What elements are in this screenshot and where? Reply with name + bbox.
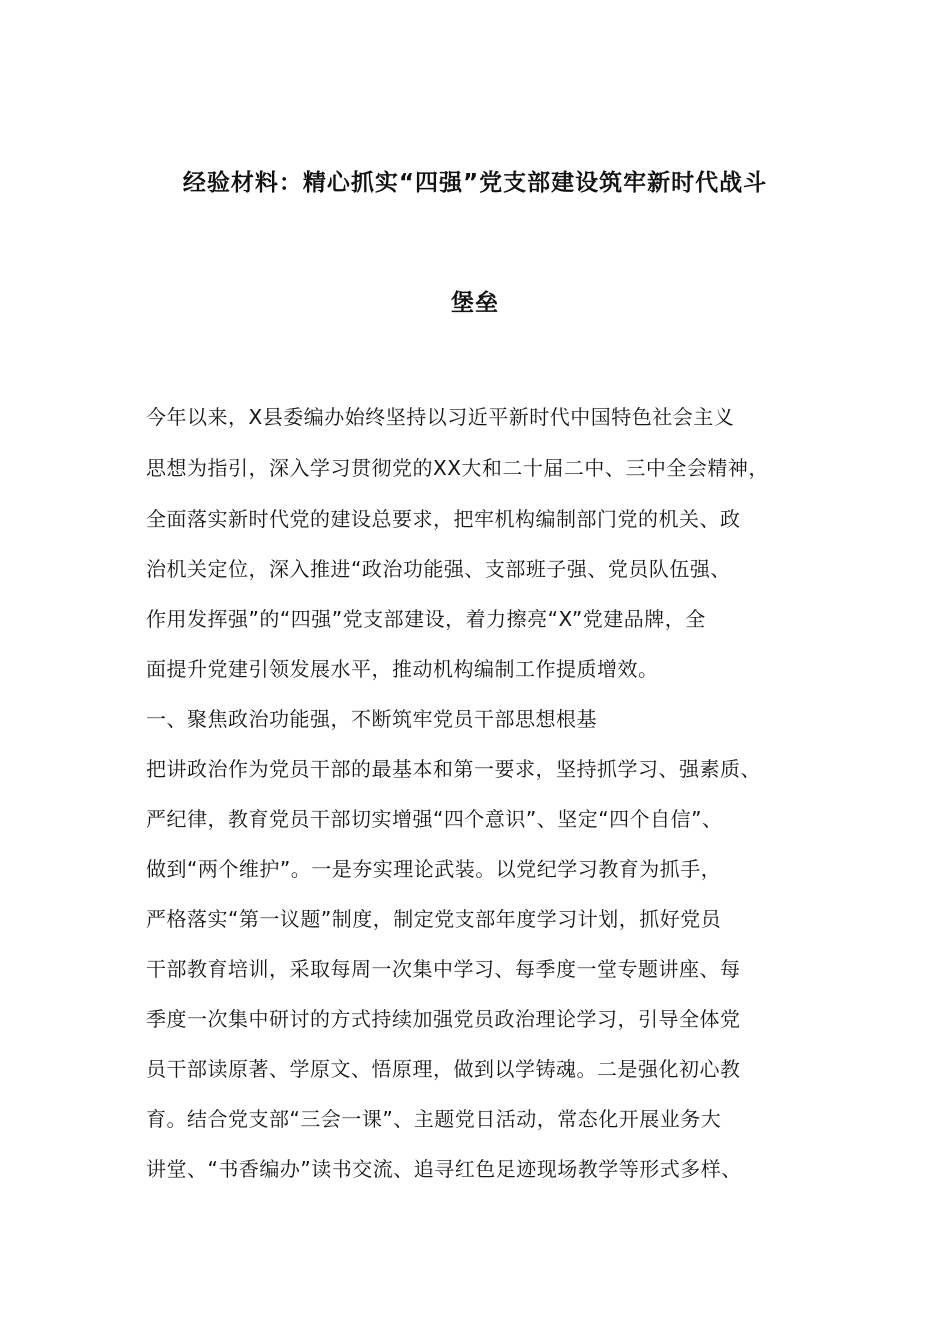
body-line: 把讲政治作为党员干部的最基本和第一要求，坚持抓学习、强素质、	[146, 757, 761, 781]
body-line: 严格落实“第一议题”制度，制定党支部年度学习计划，抓好党员	[146, 907, 722, 931]
document-title-line-2: 堡垒	[451, 290, 499, 316]
body-line: 严纪律，教育党员干部切实增强“四个意识”、坚定“四个自信”、	[146, 807, 723, 831]
body-line: 作用发挥强”的“四强”党支部建设，着力擦亮“X”党建品牌，全	[146, 607, 706, 631]
body-line: 干部教育培训，采取每周一次集中学习、每季度一堂专题讲座、每	[146, 957, 741, 981]
body-line: 员干部读原著、学原文、悟原理，做到以学铸魂。二是强化初心教	[146, 1057, 741, 1081]
body-line: 思想为指引，深入学习贯彻党的XX大和二十届二中、三中全会精神，	[146, 456, 769, 480]
body-line: 治机关定位，深入推进“政治功能强、支部班子强、党员队伍强、	[146, 557, 731, 581]
body-line: 育。结合党支部“三会一课”、主题党日活动，常态化开展业务大	[146, 1107, 722, 1131]
document-title-line-1: 经验材料：精心抓实“四强”党支部建设筑牢新时代战斗	[182, 170, 768, 196]
body-line: 讲堂、“书香编办”读书交流、追寻红色足迹现场教学等形式多样、	[146, 1157, 742, 1181]
body-line: 全面落实新时代党的建设总要求，把牢机构编制部门党的机关、政	[146, 507, 741, 531]
body-line: 做到“两个维护”。一是夯实理论武装。以党纪学习教育为抓手，	[146, 857, 722, 881]
body-line: 面提升党建引领发展水平，推动机构编制工作提质增效。	[146, 657, 659, 681]
section-heading: 一、聚焦政治功能强，不断筑牢党员干部思想根基	[146, 707, 597, 731]
body-line: 季度一次集中研讨的方式持续加强党员政治理论学习，引导全体党	[146, 1007, 741, 1031]
body-line: 今年以来，X县委编办始终坚持以习近平新时代中国特色社会主义	[146, 405, 735, 429]
